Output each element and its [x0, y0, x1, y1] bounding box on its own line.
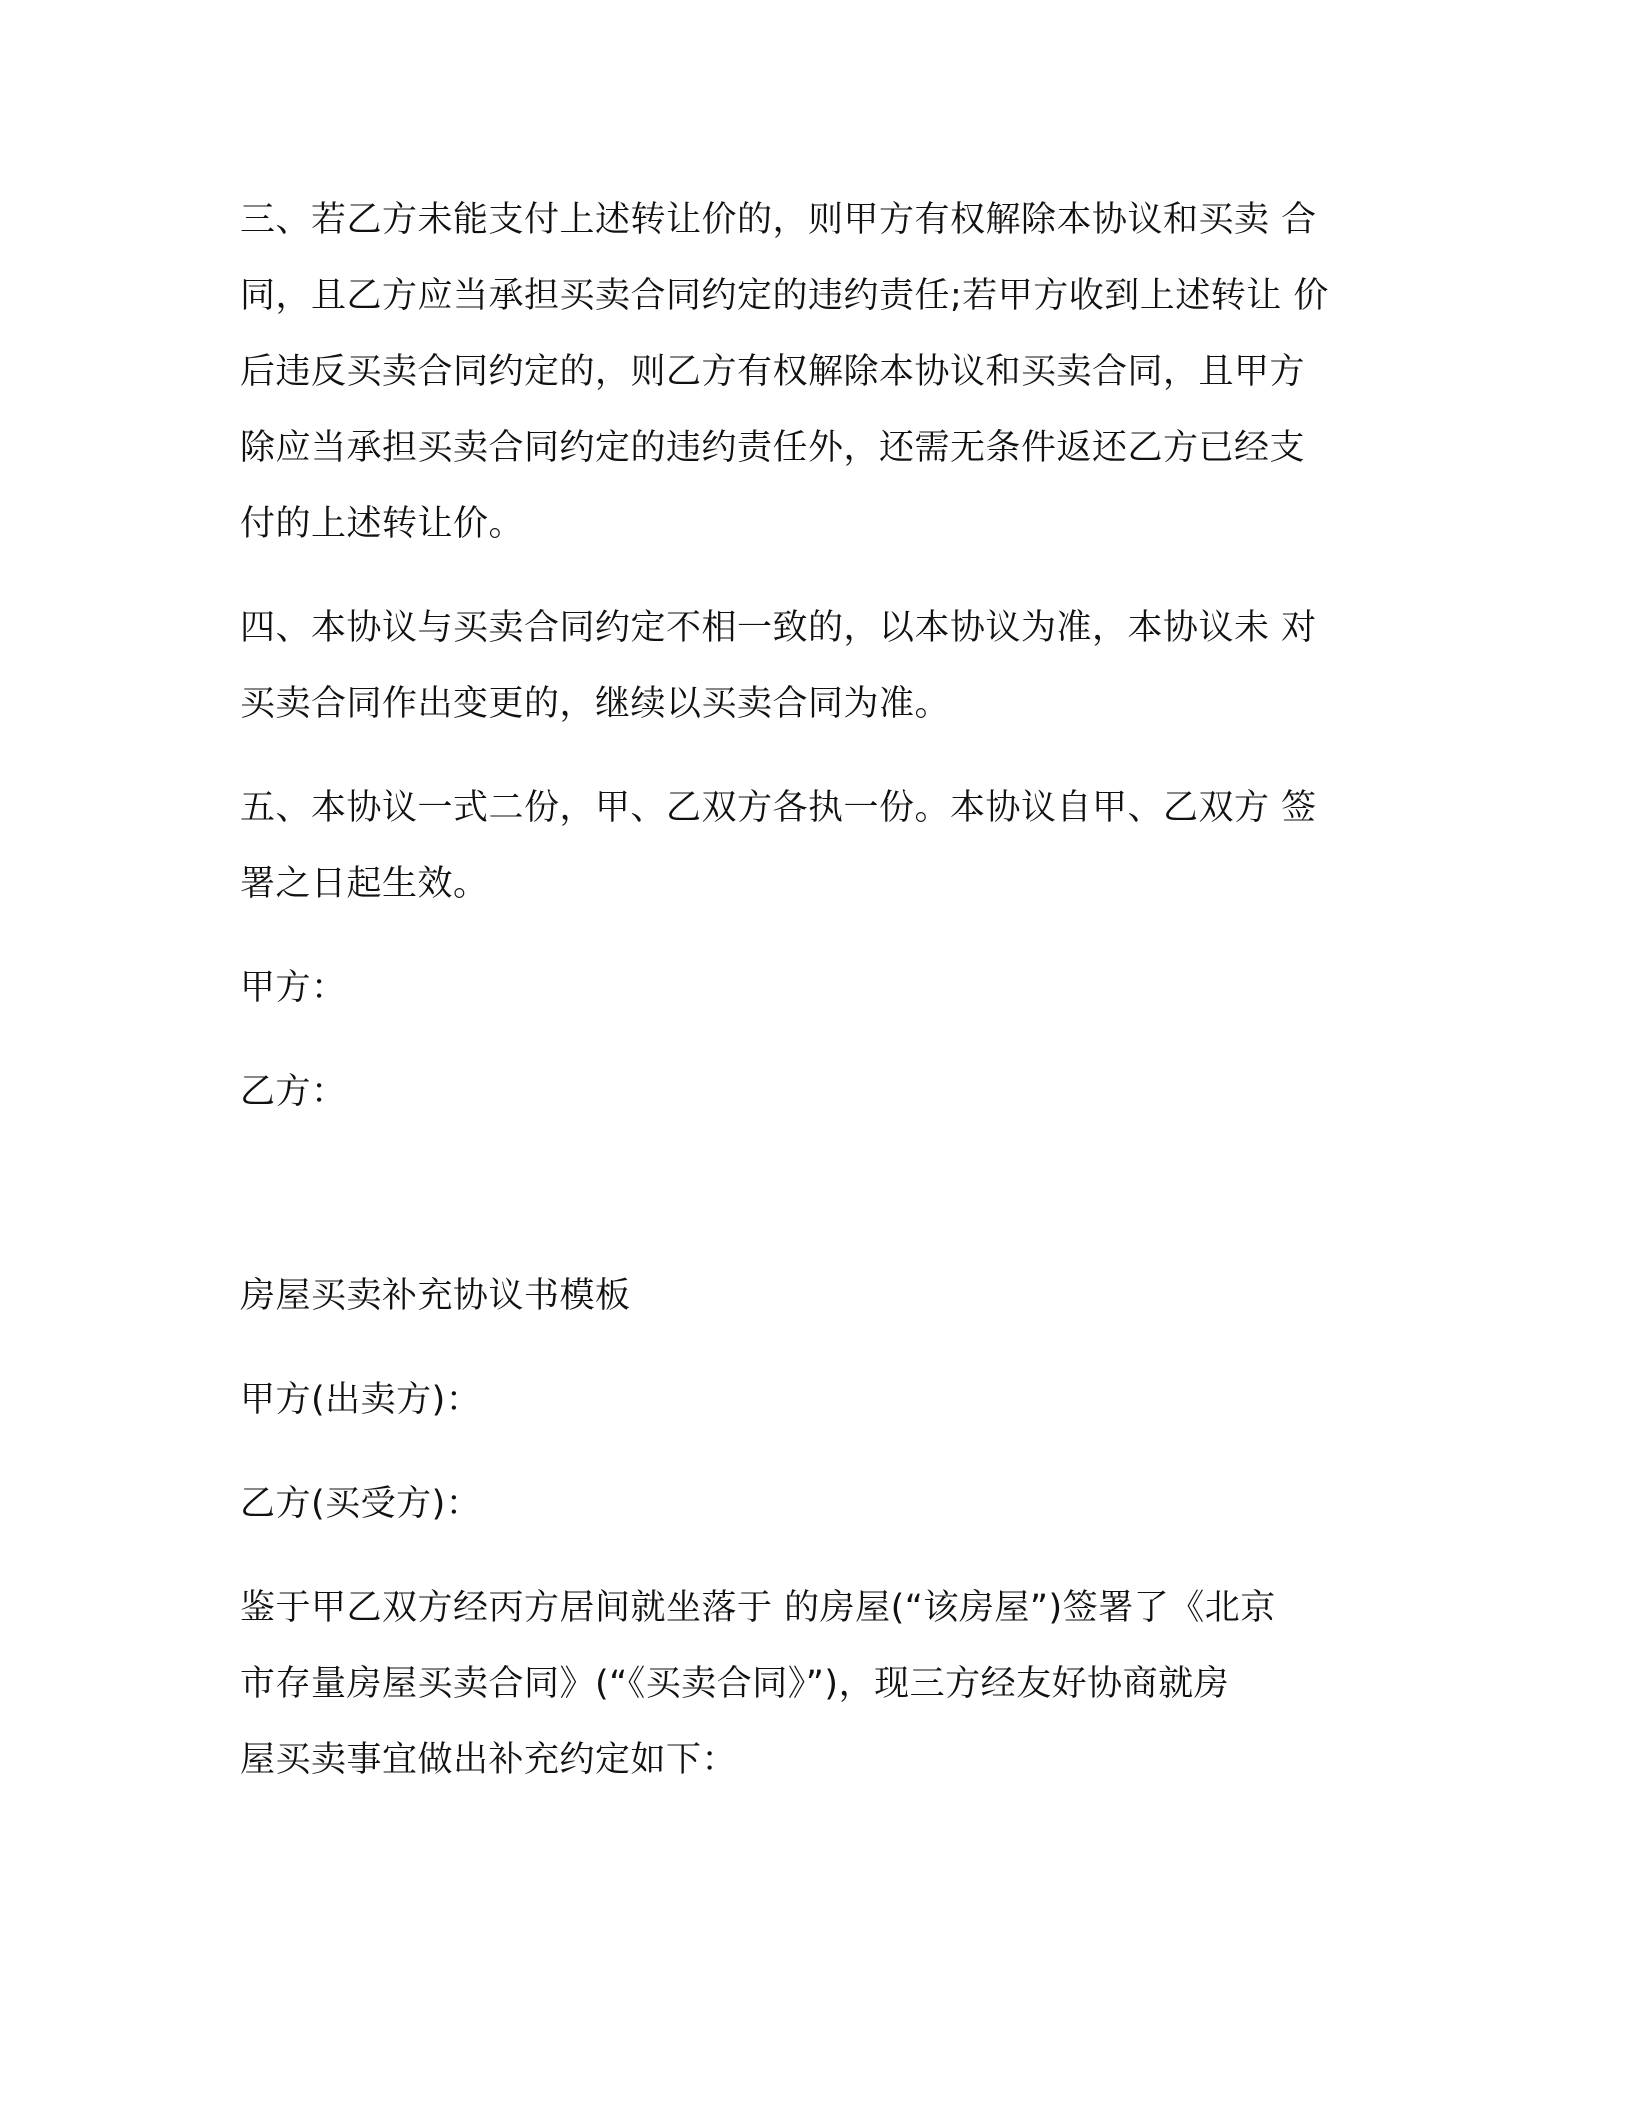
section-3-line-2: 同，且乙方应当承担买卖合同约定的违约责任;若甲方收到上述转让 价 [240, 276, 1329, 316]
party-a-signature-label: 甲方： [240, 968, 347, 1008]
section-4-line-2: 买卖合同作出变更的，继续以买卖合同为准。 [240, 684, 951, 724]
section-3-line-5: 付的上述转让价。 [240, 504, 525, 544]
template-title: 房屋买卖补充协议书模板 [240, 1276, 631, 1316]
section-4-line-1: 四、本协议与买卖合同约定不相一致的，以本协议为准，本协议未 对 [240, 608, 1317, 648]
intro-line-1: 鉴于甲乙双方经丙方居间就坐落于 的房屋(“该房屋”)签署了《北京 [240, 1588, 1276, 1628]
seller-label: 甲方(出卖方)： [240, 1380, 482, 1420]
section-3-line-4: 除应当承担买卖合同约定的违约责任外，还需无条件返还乙方已经支 [240, 428, 1306, 468]
section-5-line-2: 署之日起生效。 [240, 864, 489, 904]
party-b-signature-label: 乙方： [240, 1072, 347, 1112]
intro-line-2: 市存量房屋买卖合同》(“《买卖合同》”)，现三方经友好协商就房 [240, 1664, 1230, 1704]
section-3-line-1: 三、若乙方未能支付上述转让价的，则甲方有权解除本协议和买卖 合 [240, 200, 1317, 240]
buyer-label: 乙方(买受方)： [240, 1484, 482, 1524]
section-5-line-1: 五、本协议一式二份，甲、乙双方各执一份。本协议自甲、乙双方 签 [240, 788, 1317, 828]
section-3-line-3: 后违反买卖合同约定的，则乙方有权解除本协议和买卖合同，且甲方 [240, 352, 1306, 392]
intro-line-3: 屋买卖事宜做出补充约定如下： [240, 1740, 738, 1780]
